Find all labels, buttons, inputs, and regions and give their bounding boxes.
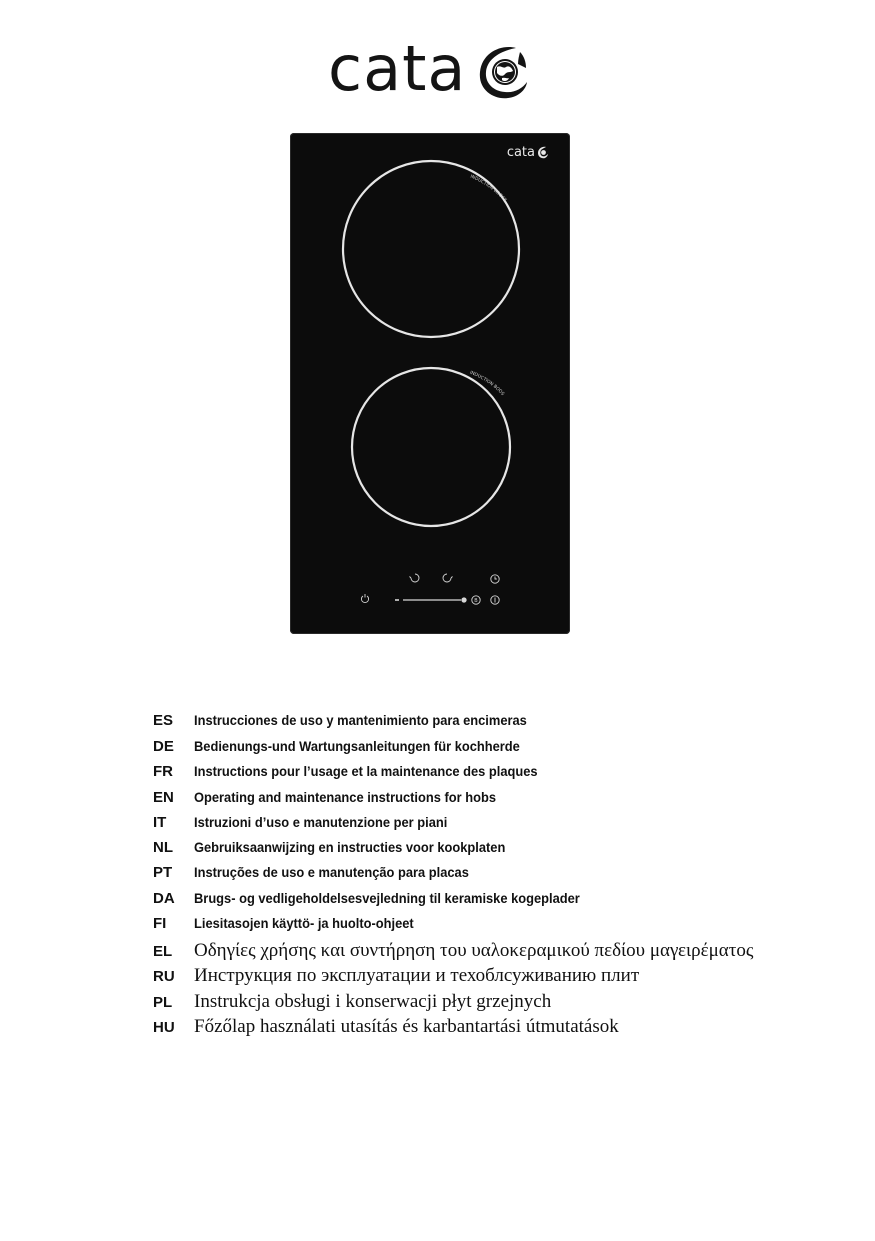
language-title: Инструкция по эксплуатации и техоблсуживанию плит: [194, 965, 640, 986]
language-row-pl: [153, 991, 551, 1013]
language-row-ru: [153, 965, 639, 987]
language-code: RU: [153, 968, 175, 985]
language-code: EN: [153, 789, 174, 806]
language-title: Instrukcja obsługi i konserwacji płyt grzejnych: [194, 991, 552, 1012]
language-row-fr: [153, 763, 567, 780]
ceramic-hob-photo: [290, 133, 570, 634]
language-code: PL: [153, 994, 173, 1011]
language-title: Főzőlap használati utasítás és karbantartási útmutatások: [194, 1016, 619, 1037]
language-code: FI: [153, 915, 167, 932]
language-code: EL: [153, 943, 173, 960]
language-row-it: [153, 814, 469, 831]
zone-select-icon[interactable]: [443, 574, 453, 582]
language-title: Instrucciones de uso y mantenimiento para encimeras: [194, 712, 527, 728]
boost-icon[interactable]: [472, 596, 480, 604]
language-title: Instruções de uso e manutenção para placas: [194, 864, 469, 880]
language-code: HU: [153, 1019, 175, 1036]
language-title: Bedienungs-und Wartungsanleitungen für kochherde: [194, 738, 520, 754]
cooking-zone-small: [352, 368, 510, 526]
language-title: Brugs- og vedligeholdelsesvejledning til keramiske kogeplader: [194, 890, 580, 906]
language-title: Operating and maintenance instructions for hobs: [194, 789, 497, 805]
language-code: PT: [153, 864, 173, 881]
language-code: NL: [153, 839, 173, 856]
power-icon[interactable]: [361, 594, 368, 603]
zone-select-icon[interactable]: [410, 574, 420, 582]
cata-globe-logo-icon: [472, 42, 528, 102]
language-code: DE: [153, 738, 174, 755]
zone-label-small: INDUCTION BOOS: [468, 370, 505, 397]
zone-label-large: INDUCTION BOOST: [469, 174, 507, 204]
timer-icon[interactable]: [491, 575, 499, 583]
language-title: Οδηγίες χρήσης και συντήρηση του υαλοκεραμικού πεδίου μαγειρέματος: [194, 940, 754, 961]
brand-logo: [328, 32, 548, 105]
language-row-el: [153, 940, 753, 962]
slider-icon[interactable]: [395, 598, 466, 602]
language-code: ES: [153, 712, 174, 729]
language-row-es: [153, 712, 556, 729]
language-title: Istruzioni d’uso e manutenzione per piani: [194, 814, 448, 830]
language-row-en: [153, 789, 522, 806]
svg-text:B: B: [474, 598, 478, 604]
language-code: IT: [153, 814, 167, 831]
language-row-hu: [153, 1016, 619, 1038]
language-row-nl: [153, 839, 532, 856]
language-row-fi: [153, 915, 433, 932]
language-title: Liesitasojen käyttö- ja huolto-ohjeet: [194, 915, 414, 931]
language-row-de: [153, 738, 548, 755]
language-code: DA: [153, 890, 175, 907]
hob-brand-wordmark: cata: [506, 145, 535, 160]
brand-wordmark: cata: [328, 32, 467, 105]
language-row-pt: [153, 864, 493, 881]
language-code: FR: [153, 763, 173, 780]
lock-icon[interactable]: [491, 596, 499, 604]
hob-surface: [290, 133, 570, 634]
language-title: Instructions pour l’usage et la maintenance des plaques: [194, 763, 538, 779]
language-row-da: [153, 890, 613, 907]
language-title: Gebruiksaanwijzing en instructies voor kookplaten: [194, 839, 506, 855]
